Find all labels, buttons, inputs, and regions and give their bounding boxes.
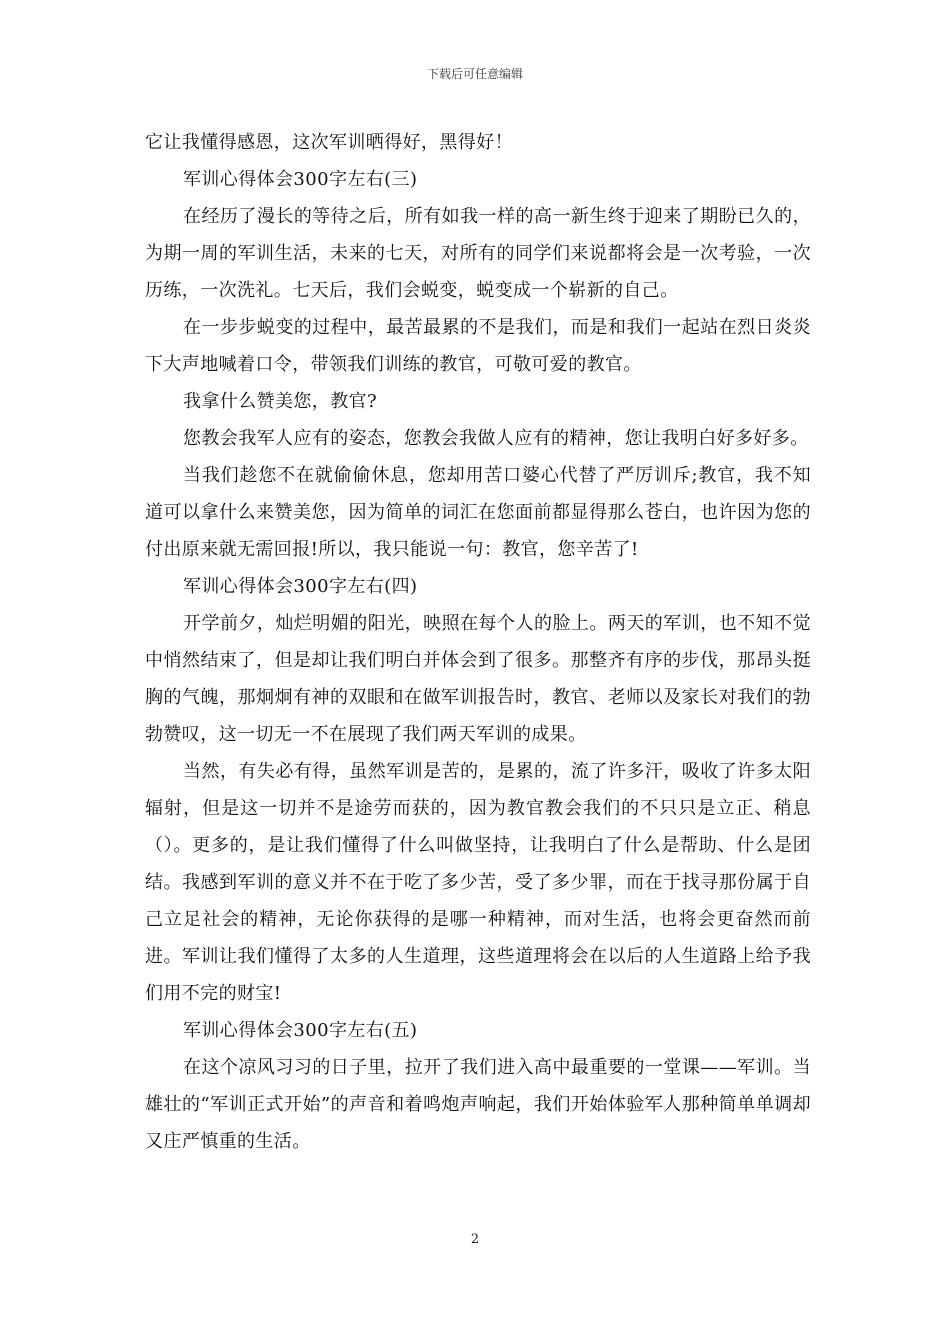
header-note: 下载后可任意编辑 (426, 67, 523, 81)
paragraph: 军训心得体会300字左右(五) (183, 1020, 418, 1041)
paragraph: 开学前夕，灿烂明媚的阳光，映照在每个人的脸上。两天的军训，也不知不觉中悄然结束了，但是却让我们明白并体会到了很多。那整齐有序的步伐，那昂头挺胸的气魄，那炯炯有神的双眼和在做军训报告时，教官、老师以及家长对我们的勃勃赞叹，这一切无一不在展现了我们两天军训的成果。 (145, 613, 811, 745)
page-number: 2 (470, 1232, 480, 1247)
paragraph: 军训心得体会300字左右(四) (183, 576, 418, 597)
paragraph: 军训心得体会300字左右(三) (183, 169, 418, 190)
paragraph: 在一步步蜕变的过程中，最苦最累的不是我们，而是和我们一起站在烈日炎炎下大声地喊着口令，带领我们训练的教官，可敬可爱的教官。 (145, 317, 811, 375)
document-body (145, 124, 811, 1160)
paragraph: 当我们趁您不在就偷偷休息，您却用苦口婆心代替了严厉训斥;教官，我不知道可以拿什么来赞美您，因为简单的词汇在您面前都显得那么苍白，也许因为您的付出原来就无需回报!所以，我只能说一句：教官，您辛苦了! (145, 465, 811, 560)
paragraph: 在这个凉风习习的日子里，拉开了我们进入高中最重要的一堂课——军训。当雄壮的“军训正式开始”的声音和着鸣炮声响起，我们开始体验军人那种简单单调却又庄严慎重的生活。 (145, 1057, 811, 1152)
paragraph: 您教会我军人应有的姿态，您教会我做人应有的精神，您让我明白好多好多。 (183, 428, 809, 449)
paragraph: 我拿什么赞美您，教官? (183, 391, 378, 412)
paragraph: 当然，有失必有得，虽然军训是苦的，是累的，流了许多汗，吸收了许多太阳辐射，但是这一切并不是途劳而获的，因为教官教会我们的不只只是立正、稍息（）。更多的，是让我们懂得了什么叫做坚持，让我明白了什么是帮助、什么是团结。我感到军训的意义并不在于吃了多少苦，受了多少罪，而在于找寻那份属于自己立足社会的精神，无论你获得的是哪一种精神，而对生活，也将会更奋然而前进。军训让我们懂得了太多的人生道理，这些道理将会在以后的人生道路上给予我们用不完的财宝! (145, 761, 811, 1004)
paragraph: 在经历了漫长的等待之后，所有如我一样的高一新生终于迎来了期盼已久的，为期一周的军训生活，未来的七天，对所有的同学们来说都将会是一次考验，一次历练，一次洗礼。七天后，我们会蜕变，蜕变成一个崭新的自己。 (145, 206, 811, 301)
paragraph: 它让我懂得感恩，这次军训晒得好，黑得好！ (145, 132, 513, 153)
